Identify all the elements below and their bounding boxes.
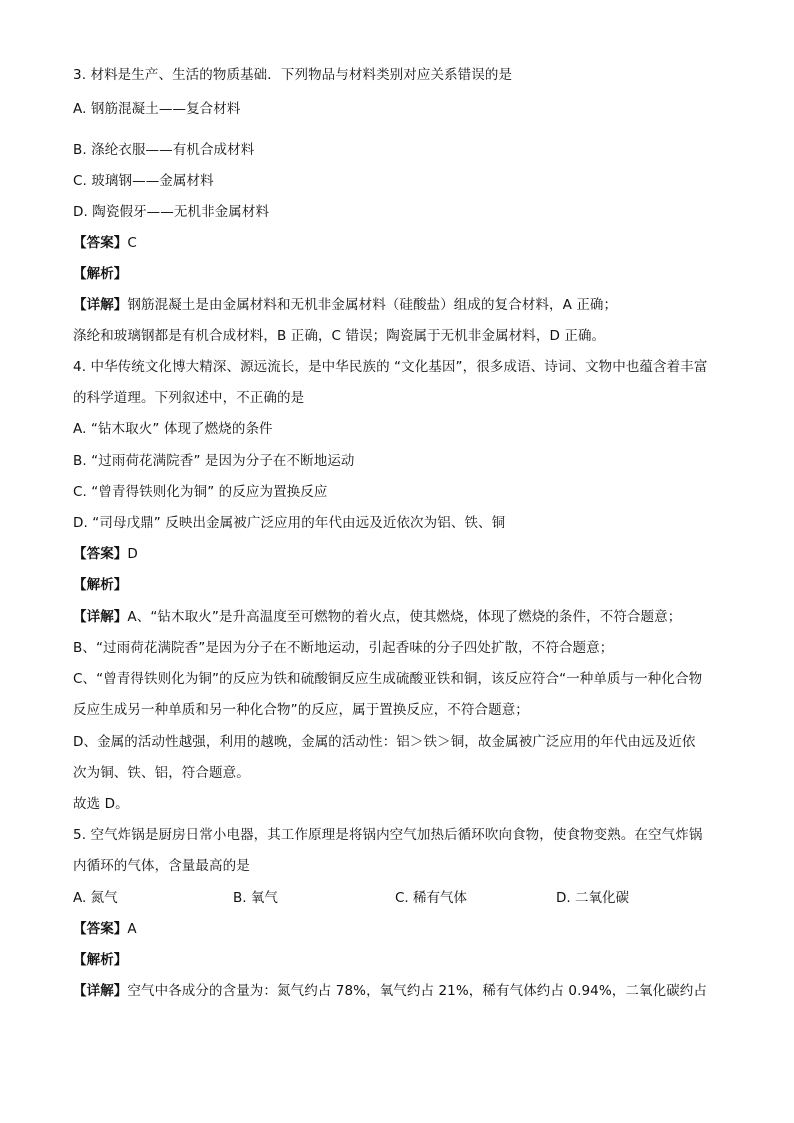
q5-option-c: C. 稀有气体: [395, 890, 468, 906]
q4-detail-2: B、“过雨荷花满院香”是因为分子在不断地运动，引起香味的分子四处扩散，不符合题意；: [73, 640, 614, 656]
answer-label: 【答案】: [73, 546, 128, 562]
q5-option-b: B. 氧气: [233, 890, 278, 906]
q3-option-a: A. 钢筋混凝土——复合材料: [73, 101, 241, 117]
detail-text: 空气中各成分的含量为：氮气约占 78%，氧气约占 21%，稀有气体约占 0.94%，二氧化碳约占: [127, 983, 707, 999]
q4-detail-6: 次为铜、铁、铝，符合题意。: [73, 765, 250, 781]
q4-analysis: [73, 576, 127, 594]
q4-conclusion: 故选 D。: [73, 796, 129, 812]
q4-detail-4: 反应生成另一种单质和另一种化合物”的反应，属于置换反应，不符合题意；: [73, 702, 529, 718]
q5-option-d: D. 二氧化碳: [556, 890, 629, 906]
detail-text: A、“钻木取火”是升高温度至可燃物的着火点，使其燃烧，体现了燃烧的条件，不符合题意；: [127, 609, 682, 625]
q5-answer: [73, 920, 137, 938]
q5-stem-1: 5. 空气炸锅是厨房日常小电器，其工作原理是将锅内空气加热后循环吹向食物，使食物变熟。在空气炸锅: [73, 827, 703, 843]
answer-label: 【答案】: [73, 235, 128, 251]
analysis-label: 【解析】: [73, 952, 128, 968]
detail-label: 【详解】: [73, 609, 128, 625]
q3-stem: 3. 材料是生产、生活的物质基础．下列物品与材料类别对应关系错误的是: [73, 67, 513, 83]
answer-value: C: [127, 235, 137, 251]
q5-stem-2: 内循环的气体，含量最高的是: [73, 858, 250, 874]
q4-detail-3: C、“曾青得铁则化为铜”的反应为铁和硫酸铜反应生成硫酸亚铁和铜，该反应符合“一种单质与一种化合物: [73, 671, 703, 687]
q3-answer: [73, 234, 137, 252]
analysis-label: 【解析】: [73, 577, 128, 593]
answer-value: D: [127, 546, 138, 562]
q5-detail-1: [73, 982, 707, 1000]
q3-option-b: B. 涤纶衣服——有机合成材料: [73, 142, 255, 158]
detail-text: 钢筋混凝土是由金属材料和无机非金属材料（硅酸盐）组成的复合材料，A 正确；: [127, 297, 618, 313]
q5-option-a: A. 氮气: [73, 890, 118, 906]
q4-option-d: D. “司母戊鼎” 反映出金属被广泛应用的年代由远及近依次为铝、铁、铜: [73, 515, 506, 531]
answer-label: 【答案】: [73, 921, 128, 937]
analysis-label: 【解析】: [73, 266, 128, 282]
q4-stem-1: 4. 中华传统文化博大精深、源远流长，是中华民族的 “文化基因”，很多成语、诗词、文物中也蕴含着丰富: [73, 359, 708, 375]
q3-detail-1: [73, 296, 617, 314]
q4-stem-2: 的科学道理。下列叙述中，不正确的是: [73, 390, 305, 406]
q4-option-b: B. “过雨荷花满院香” 是因为分子在不断地运动: [73, 453, 355, 469]
detail-label: 【详解】: [73, 983, 128, 999]
q3-option-d: D. 陶瓷假牙——无机非金属材料: [73, 204, 270, 220]
q5-analysis: [73, 951, 127, 969]
q3-analysis: [73, 265, 127, 283]
q4-option-a: A. “钻木取火” 体现了燃烧的条件: [73, 421, 273, 437]
q3-option-c: C. 玻璃钢——金属材料: [73, 173, 214, 189]
q4-detail-1: [73, 608, 681, 626]
answer-value: A: [127, 921, 137, 937]
q4-answer: [73, 545, 138, 563]
q4-detail-5: D、金属的活动性越强，利用的越晚，金属的活动性：铝＞铁＞铜，故金属被广泛应用的年代由远及近依: [73, 734, 696, 750]
q3-detail-2: 涤纶和玻璃钢都是有机合成材料，B 正确，C 错误；陶瓷属于无机非金属材料，D 正确。: [73, 328, 606, 344]
q4-option-c: C. “曾青得铁则化为铜” 的反应为置换反应: [73, 484, 328, 500]
detail-label: 【详解】: [73, 297, 128, 313]
